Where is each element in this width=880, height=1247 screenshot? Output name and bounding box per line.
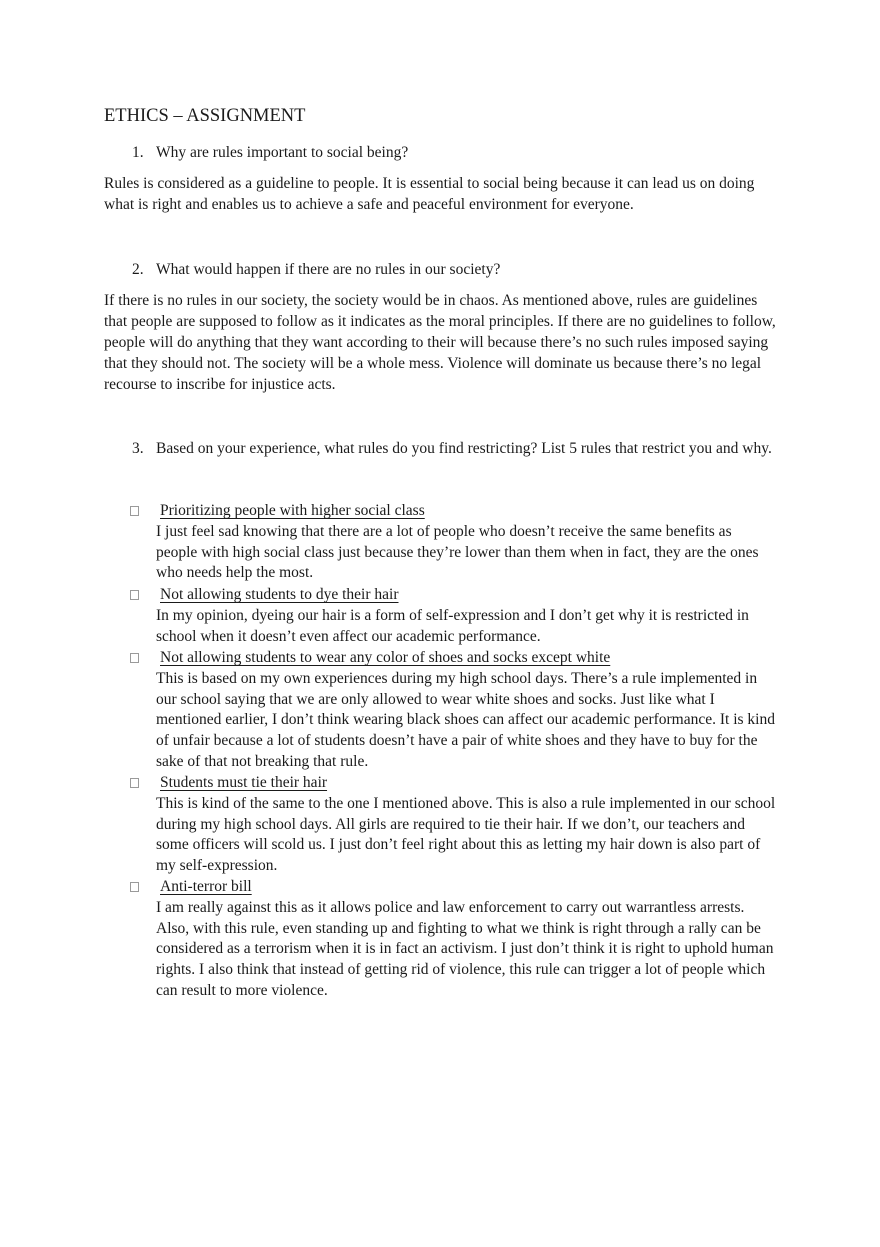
document-title: ETHICS – ASSIGNMENT [104, 106, 306, 126]
question-3 [104, 438, 784, 459]
rule-item-2 [130, 585, 775, 647]
question-2 [104, 259, 784, 280]
rule-explanation: This is kind of the same to the one I mentioned above. This is also a rule implemented in our school during my high school days. All girls are required to tie their hair. If we don’t, our teachers and some officers will scold us. I just don’t feel right about this as letting my hair down is also part of my self-expression. [156, 794, 776, 875]
question-number: 3. [132, 440, 144, 457]
rule-title: Prioritizing people with higher social class [160, 502, 425, 519]
question-1 [104, 142, 784, 163]
checkbox-bullet-icon [130, 590, 139, 600]
checkbox-bullet-icon [130, 882, 139, 892]
rule-item-4 [130, 773, 775, 877]
question-text: Based on your experience, what rules do you find restricting? List 5 rules that restrict you and why. [156, 440, 772, 457]
answer-1: Rules is considered as a guideline to people. It is essential to social being because it can lead us on doing what is right and enables us to achieve a safe and peaceful environment for everyone. [104, 175, 755, 213]
rule-item-1 [130, 501, 775, 584]
rule-item-5 [130, 877, 775, 1002]
checkbox-bullet-icon [130, 778, 139, 788]
question-number: 1. [132, 144, 144, 161]
rule-explanation: In my opinion, dyeing our hair is a form of self-expression and I don’t get why it is restricted in school when it doesn’t even affect our academic performance. [156, 606, 749, 645]
rule-explanation: I am really against this as it allows police and law enforcement to carry out warrantless arrests. Also, with this rule, even standing up and fighting to what we think is right through a rally can be considered as a terrorism when it is in fact an activism. I just don’t think it is right to uphold human rights. I also think that instead of getting rid of violence, this rule can trigger a lot of people which can result to more violence. [156, 898, 774, 999]
checkbox-bullet-icon [130, 506, 139, 516]
rule-title: Not allowing students to dye their hair [160, 586, 399, 603]
question-number: 2. [132, 261, 144, 278]
rule-title: Students must tie their hair [160, 774, 328, 791]
rule-title: Not allowing students to wear any color of shoes and socks except white [160, 649, 611, 666]
rule-explanation: I just feel sad knowing that there are a lot of people who doesn’t receive the same benefits as people with high social class just because they’re lower than them when in fact, they are the ones who needs help the most. [156, 522, 759, 582]
answer-2: If there is no rules in our society, the society would be in chaos. As mentioned above, rules are guidelines that people are supposed to follow as it indicates as the moral principles. If there are no guidelines to follow, people will do anything that they want according to their will because there’s no such rules imposed saying that they should not. The society will be a whole mess. Violence will dominate us because there’s no legal recourse to inscribe for injustice acts. [104, 292, 776, 393]
question-text: Why are rules important to social being? [156, 144, 409, 161]
rule-item-3 [130, 648, 775, 773]
checkbox-bullet-icon [130, 653, 139, 663]
question-text: What would happen if there are no rules in our society? [156, 261, 501, 278]
rule-title: Anti-terror bill [160, 878, 252, 895]
rule-explanation: This is based on my own experiences during my high school days. There’s a rule implemented in our school saying that we are only allowed to wear white shoes and socks. Just like what I mentioned earlier, I don’t think wearing black shoes can affect our academic performance. It is kind of unfair because a lot of students doesn’t have a pair of white shoes and they have to buy for the sake of that not breaking that rule. [156, 669, 775, 770]
